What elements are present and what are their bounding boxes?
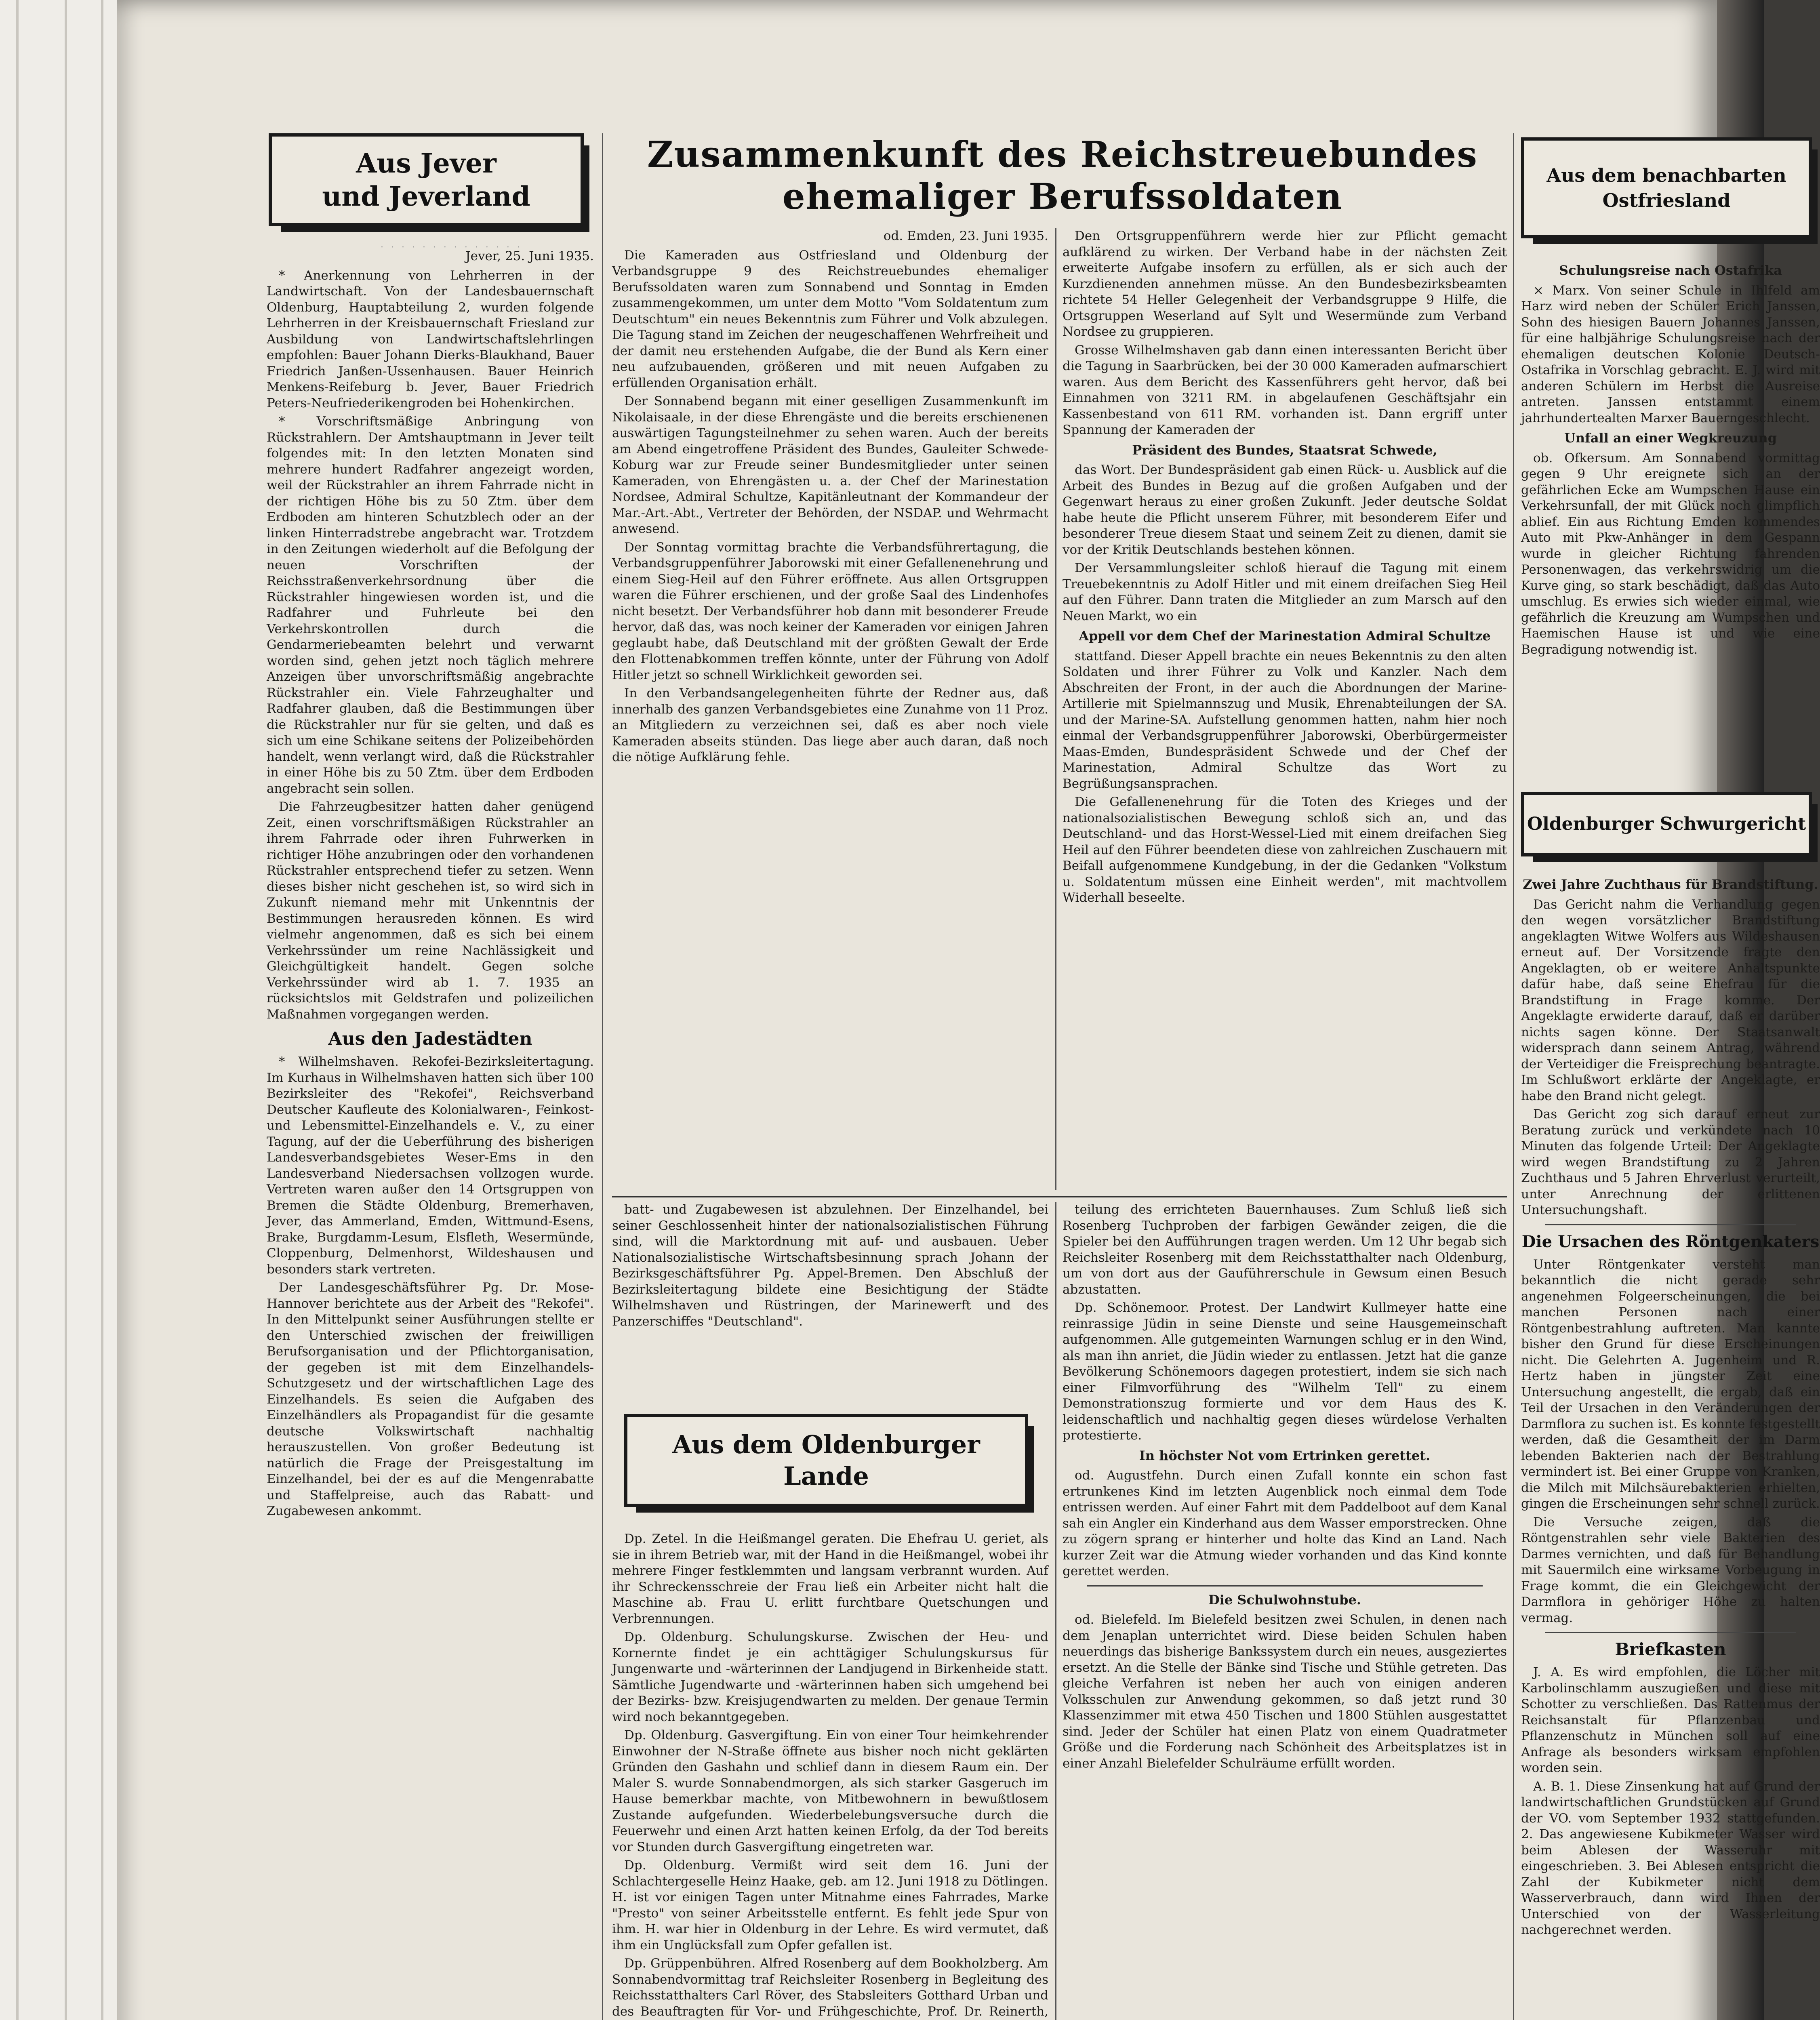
article-paragraph: batt- und Zugabewesen ist abzulehnen. Der Einzelhandel, bei seiner Geschlossenheit hinter der nationalsozialistischen Führung sind, will die Marktordnung mit auf- und ausbauen. Ueber Nationalsozialistische Wirtschaftsbesinnung sprach Johann der Bezirksgeschäftsführer Pg. Appel-Bremen. Den Abschluß der Bezirksleitertagung bildete eine Besichtigung der Städte Wilhelmshaven und Rüstringen, der Marinewerft und des Panzerschiffes "Deutschland".: [612, 1202, 1048, 1329]
section-rule: [612, 1196, 1507, 1197]
left-column: [267, 248, 594, 2020]
separator: [1545, 1632, 1796, 1633]
headline-reichstreuebund: Zusammenkunft des Reichstreuebundes ehemaliger Berufssoldaten: [647, 133, 1478, 217]
box-title: Oldenburger Schwurgericht: [1527, 814, 1806, 834]
article-paragraph: Dp. Grüppenbühren. Alfred Rosenberg auf dem Bookholzberg. Am Sonnabendvormittag traf Reichsleiter Rosenberg in Begleitung des Reichsstatthalters Carl Röver, des Stabsleiters Gotthard Urban und des Beauftragten für Vor- und Frühgeschichte, Prof. Dr. Reinerth,: [612, 1956, 1048, 2019]
box-title-line1: Aus dem benachbarten: [1546, 164, 1786, 186]
dateline: Jever, 25. Juni 1935.: [465, 249, 594, 263]
article-paragraph: Der Sonnabend begann mit einer geselligen Zusammenkunft im Nikolaisaale, in der diese Ehrengäste und die bereits erschienenen auswärtigen Tagungsteilnehmer zu sehen waren. Auch der bereits am Abend eingetroffene Präsident des Bundes, Gauleiter Schwede-Koburg war zur Freude seiner Bundesmitglieder unter seinen Kameraden, von Ehrengästen u. a. der Chef der Marinestation Nordsee, Admiral Schultze, Kapitänleutnant der Kommandeur der Mar.-Art.-Abt., Vertreter der Behörden, der NSDAP. und Wehrmacht anwesend.: [612, 394, 1048, 536]
section-box-schwurgericht: [1521, 792, 1812, 856]
article-paragraph: Der Landesgeschäftsführer Pg. Dr. Mose-Hannover berichtete aus der Arbeit des "Rekofei". In den Mittelpunkt seiner Ausführungen stellte er den Unterschied zwischen der freiwilligen Berufsorganisation und der Pflichtorganisation, der gegeben ist mit dem Einzelhandels-Schutzgesetz und der wirtschaftlichen Lage des Einzelhandels. Es seien die Aufgaben des Einzelhändlers als Propagandist für die gesamte deutsche Volkswirtschaft nachhaltig herauszustellen. Von großer Bedeutung ist natürlich die Frage der Preisgestaltung im Einzelhandel, bei der es auf die Mengenrabatte und Staffelpreise, auch das Rabatt- und Zugabewesen ankommt.: [267, 1280, 594, 1518]
box-title-line1: Aus dem Oldenburger: [672, 1430, 980, 1459]
newspaper-page: [117, 0, 1820, 2020]
subheading: Die Schulwohnstube.: [1208, 1592, 1361, 1608]
article-paragraph: Dp. Zetel. In die Heißmangel geraten. Die Ehefrau U. geriet, als sie in ihrem Betrieb war, mit der Hand in die Heißmangel, wobei ihr mehrere Finger festklemmten und langsam verbrannt wurden. Auf ihr Schreckensschreie der Frau ließ ein Arbeiter nicht halt die Maschine ab. Frau U. erlitt furchtbare Quetschungen und Verbrennungen.: [612, 1532, 1048, 1626]
right-column-lower: [1521, 873, 1820, 2020]
section-box-oldenburger-lande: [624, 1414, 1028, 1507]
section-heading-briefkasten: Briefkasten: [1615, 1639, 1726, 1659]
middle-column-2: [1063, 228, 1507, 1190]
separator: [1087, 1585, 1483, 1587]
right-column-upper: [1521, 259, 1820, 788]
article-paragraph: Dp. Schönemoor. Protest. Der Landwirt Kullmeyer hatte eine reinrassige Jüdin in seine Dienste und seine Hausgemeinschaft aufgenommen. Alle gutgemeinten Warnungen schlug er in den Wind, als man ihn anriet, die Jüdin wieder zu entlassen. Jetzt hat die ganze Bevölkerung Schönemoors dagegen protestiert, indem sie sich nach einer Filmvorführung des "Wilhelm Tell" zu einem Demonstrationszug formierte und vor dem Haus des K. leidenschaftlich und nachhaltig gegen dieses würdelose Verhalten protestierte.: [1063, 1300, 1507, 1443]
article-paragraph: Dp. Oldenburg. Gasvergiftung. Ein von einer Tour heimkehrender Einwohner der N-Straße öffnete aus bisher noch nicht geklärten Gründen den Gashahn und schlief dann in diesem Raum ein. Der Maler S. wurde Sonnabendmorgen, als sich starker Gasgeruch im Hause bemerkbar machte, von Mitbewohnern in bewußtlosem Zustande aufgefunden. Wiederbelebungsversuche durch die Feuerwehr und einen Arzt hatten keinen Erfolg, da der Tod bereits vor Stunden durch Gasvergiftung eingetreten war.: [612, 1728, 1048, 1854]
article-paragraph: ob. Ofkersum. Am Sonnabend vormittag gegen 9 Uhr ereignete sich an der gefährlichen Ecke am Wumpschen Hause ein Verkehrsunfall, der mit Glück noch glimpflich ablief. Ein aus Richtung Emden kommendes Auto mit Pkw-Anhänger in dem Gespann wurde in gleicher Richtung fahrenden Personenwagen, das verkehrswidrig um die Kurve ging, so stark beschädigt, daß das Auto umschlug. Es erwies sich wieder einmal, wie gefährlich die Kreuzung am Wumpschen und Haemischen Hause ist und wie eine Begradigung notwendig ist.: [1521, 450, 1820, 657]
article-paragraph: × Marx. Von seiner Schule in Ihlfeld am Harz wird neben der Schüler Erich Janssen, Sohn des hiesigen Bauern Johannes Janssen, für eine halbjährige Schulungsreise nach der ehemaligen deutschen Kolonie Deutsch-Ostafrika in Vorschlag gebracht. E. J. wird mit anderen Schülern im Herbst die Ausreise antreten. Janssen entstammt einem jahrhundertealten Marxer Bauerngeschlecht.: [1521, 283, 1820, 425]
article-paragraph: Das Gericht zog sich darauf erneut zur Beratung zurück und verkündete nach 10 Minuten das folgende Urteil: Der Angeklagte wird wegen Brandstiftung zu 2 Jahren Zuchthaus und 5 Jahren Ehrverlust verurteilt, unter Anrechnung der erlittenen Untersuchungshaft.: [1521, 1107, 1820, 1217]
article-paragraph: od. Bielefeld. Im Bielefeld besitzen zwei Schulen, in denen nach dem Jenaplan unterrichtet wird. Diese beiden Schulen haben neuerdings das bisherige Bankssystem durch ein neues, ausgeziertes ersetzt. An die Stelle der Bänke sind Tische und Stühle getreten. Das gleiche Verfahren ist neben her auch von einigen anderen Volksschulen zur Anwendung gekommen, so daß jetzt rund 30 Klassenzimmer mit etwa 450 Tischen und 1800 Stühlen ausgestattet sind. Jeder der Schüler hat einen Platz von einem Quadratmeter Größe und die Forderung nach Schönheit des Arbeitsplatzes ist in einer Anzahl Bielefelder Schulräume erfüllt worden.: [1063, 1612, 1507, 1771]
article-paragraph: Unter Röntgenkater versteht man bekanntlich die nicht gerade sehr angenehmen Folgeerscheinungen, die bei manchen Personen nach einer Röntgenbestrahlung auftreten. Man kannte bisher den Grund für diese Erscheinungen nicht. Die Gelehrten A. Jugenheim und R. Hertz haben in jüngster Zeit eine Untersuchung angestellt, die ergab, daß ein Teil der Ursachen in den Veränderungen der Darmflora zu suchen ist. Es konnte festgestellt werden, daß die Gesamtheit der im Darm lebenden Bakterien nach der Bestrahlung vermindert ist. Bei einer Gruppe von Kranken, die Milch mit Milchsäurebakterien erhielten, gingen die Erscheinungen sehr schnell zurück.: [1521, 1257, 1820, 1511]
subheading: Schulungsreise nach Ostafrika: [1559, 263, 1782, 278]
article-paragraph: Dp. Oldenburg. Vermißt wird seit dem 16. Juni der Schlachtergeselle Heinz Haake, geb. am 12. Juni 1918 zu Dötlingen. H. ist vor einigen Tagen unter Mitnahme eines Fahrrades, Marke "Presto" von seiner Arbeitsstelle entfernt. Es fehlt jede Spur von ihm. H. war hier in Oldenburg in der Lehre. Es wird vermutet, daß ihm ein Unglücksfall zum Opfer gefallen ist.: [612, 1858, 1048, 1953]
column-rule: [1055, 1202, 1056, 2020]
lower-column-a-2: [612, 1531, 1048, 2020]
article-paragraph: Die Gefallenenehrung für die Toten des Krieges und der nationalsozialistischen Bewegung schloß sich an, und das Deutschland- und das Horst-Wessel-Lied mit einem dreifachen Sieg Heil auf den Führer beendeten diese von zahlreichen Zuschauern mit Beifall aufgenommene Kundgebung, in der die Gedanken "Volkstum u. Soldatentum müssen eine Einheit werden", mit machtvollem Widerhall beseelte.: [1063, 795, 1507, 905]
box-title-line2: Ostfriesland: [1602, 189, 1731, 211]
article-paragraph: teilung des errichteten Bauernhauses. Zum Schluß ließ sich Rosenberg Tuchproben der farbigen Gewänder zeigen, die die Spieler bei den Aufführungen tragen werden. Um 12 Uhr begab sich Reichsleiter Rosenberg mit dem Reichsstatthalter nach Oldenburg, um von dort aus der Gauführerschule in Gewsum einen Besuch abzustatten.: [1063, 1202, 1507, 1297]
section-heading-jade: Aus den Jadestädten: [328, 1029, 532, 1049]
middle-column-1: [612, 228, 1048, 1190]
article-paragraph: Der Versammlungsleiter schloß hierauf die Tagung mit einem Treuebekenntnis zu Adolf Hitler und mit einem dreifachen Sieg Heil auf den Führer. Dann traten die Mitglieder an zum Marsch auf den Neuen Markt, wo ein: [1063, 561, 1507, 623]
lower-column-b: [1063, 1202, 1507, 2020]
article-paragraph: Dp. Oldenburg. Schulungskurse. Zwischen der Heu- und Kornernte findet je ein achttägiger Schulungskursus für Jungenwarte und -wärterinnen der Landjugend in Birkenheide statt. Sämtliche Jugendwarte und -wärterinnen haben sich umgehend bei der Bezirks- bzw. Kreisjugendwarten zu melden. Der genaue Termin wird noch bekanntgegeben.: [612, 1630, 1048, 1724]
subheading: Zwei Jahre Zuchthaus für Brandstiftung.: [1523, 877, 1818, 892]
section-box-ostfriesland: [1521, 137, 1812, 238]
article-paragraph: stattfand. Dieser Appell brachte ein neues Bekenntnis zu den alten Soldaten und ihrer Führer zu Volk und Kanzler. Nach dem Abschreiten der Front, in der auch die Abordnungen der Marine-Artillerie mit Spielmannszug und Musik, Ehrenabteilungen der SA. und der Marine-SA. Aufstellung genommen hatten, nahm hier noch einmal der Verbandsgruppenführer Jaborowski, Oberbürgermeister Maas-Emden, Bundespräsident Schwede und der Chef der Marinestation, Admiral Schultze das Wort zu Begrüßungsansprachen.: [1063, 648, 1507, 791]
edge-line: [65, 0, 67, 2020]
box-title-line1: Aus Jever: [356, 147, 497, 179]
subheading: Appell vor dem Chef der Marinestation Admiral Schultze: [1079, 628, 1491, 644]
box-title-line2: und Jeverland: [322, 181, 530, 212]
article-paragraph: * Anerkennung von Lehrherren in der Landwirtschaft. Von der Landesbauernschaft Oldenburg, Hauptabteilung 2, wurden folgende Lehrherren in der Kreisbauernschaft Friesland zur Ausbildung von Landwirtschaftslehrlingen empfohlen: Bauer Johann Dierks-Blaukhand, Bauer Friedrich Janßen-Ussenhausen. Bauer Heinrich Menkens-Reifeburg b. Jever, Bauer Friedrich Peters-Neufriederikengroden bei Hohenkirchen.: [267, 268, 594, 410]
article-paragraph: Grosse Wilhelmshaven gab dann einen interessanten Bericht über die Tagung in Saarbrücken, bei der 30 000 Kameraden aufmarschiert waren. Aus dem Bericht des Kassenführers geht hervor, daß bei Einnahmen von 3211 RM. in abgelaufenen Geschäftsjahr ein Kassenbestand von 611 RM. vorhanden ist. Dann ergriff unter Spannung der Kameraden der: [1063, 343, 1507, 437]
article-paragraph: od. Augustfehn. Durch einen Zufall konnte ein schon fast ertrunkenes Kind im letzten Augenblick noch einmal dem Tode entrissen werden. Auf einer Fahrt mit dem Paddelboot auf dem Kanal sah ein Angler ein Kinderhand aus dem Wasser emporstrecken. Ohne zu zögern sprang er hinterher und holte das Kind an Land. Nach kurzer Zeit war die Atmung wieder vorhanden und das Kind konnte gerettet werden.: [1063, 1468, 1507, 1578]
box-title-line2: Lande: [783, 1461, 869, 1491]
article-paragraph: J. A. Es wird empfohlen, die Löcher mit Karbolinschlamm auszugießen und diese mit Schotter zu verschließen. Das Rattenmus der Reichsanstalt für Pflanzenbau und Pflanzenschutz in München soll auf eine Anfrage als besonders wirksam empfohlen worden sein.: [1521, 1665, 1820, 1775]
article-paragraph: Die Kameraden aus Ostfriesland und Oldenburg der Verbandsgruppe 9 des Reichstreuebundes ehemaliger Berufssoldaten waren zum Sonnabend und Sonntag in Emden zusammengekommen, um unter dem Motto "Vom Soldatentum zum Deutschtum" ein neues Bekenntnis zum Führer und Volk abzulegen. Die Tagung stand im Zeichen der neugeschaffenen Wehrfreiheit und der damit neu erstehenden Aufgabe, die der Bund als Kern einer neu aufzubauenden, größeren und mit neuen Aufgaben zu erfüllenden Organisation erhält.: [612, 248, 1048, 390]
edge-line: [101, 0, 103, 2020]
subheading: In höchster Not vom Ertrinken gerettet.: [1139, 1448, 1431, 1463]
binding-edge: [0, 0, 117, 2020]
dateline: od. Emden, 23. Juni 1935.: [883, 229, 1048, 243]
article-paragraph: das Wort. Der Bundespräsident gab einen Rück- u. Ausblick auf die Arbeit des Bundes in Bezug auf die großen Aufgaben und der Gegenwart heraus zu einer großen Zukunft. Jeder deutsche Soldat habe heute die Pflicht unserem Führer, mit besonderem Eifer und besonderer Treue diesem Staat und seinem Zeit zu dienen, damit sie vor der Kritik Deutschlands bestehen können.: [1063, 463, 1507, 557]
article-paragraph: Die Versuche zeigen, daß die Röntgenstrahlen sehr viele Bakterien des Darmes vernichten, und daß für Behandlung mit Sauermilch eine wirksame Vorbeugung in Frage kommt, die ein Gleichgewicht der Darmflora in gehöriger Höhe zu halten vermag.: [1521, 1515, 1820, 1625]
article-paragraph: In den Verbandsangelegenheiten führte der Redner aus, daß innerhalb des ganzen Verbandsgebietes eine Zunahme von 11 Proz. an Mitgliedern zu verzeichnen sei, daß es aber noch viele Kameraden abseits stünden. Das liege aber auch daran, daß noch die nötige Aufklärung fehle.: [612, 686, 1048, 764]
article-paragraph: Den Ortsgruppenführern werde hier zur Pflicht gemacht aufklärend zu wirken. Der Verband habe in der nächsten Zeit erweiterte Aufgabe insofern zu erfüllen, als er sich auch der Kurzdienenden annehmen müsse. An den Bundesbezirksbeamten richtete 54 Heller Gelegenheit der Verbandsgruppe 9 Hilfe, die Ortsgruppen Weserland auf Sylt und Wesermünde zum Verband Nordsee zu gruppieren.: [1063, 229, 1507, 339]
subheading: Unfall an einer Wegkreuzung: [1564, 430, 1777, 446]
stamp-dots: · · · · · · · · · · · · · ·: [381, 242, 522, 253]
subheading: Präsident des Bundes, Staatsrat Schwede,: [1132, 442, 1437, 458]
article-paragraph: Die Fahrzeugbesitzer hatten daher genügend Zeit, einen vorschriftsmäßigen Rückstrahler an ihrem Fahrrade oder ihren Fuhrwerken in richtiger Höhe anzubringen oder den vorhandenen Rückstrahler entsprechend tiefer zu setzen. Wenn dieses bisher nicht geschehen ist, so wird sich in Zukunft niemand mehr mit Unkenntnis der Bestimmungen herausreden können. Es wird vielmehr angenommen, daß es sich bei einem Verkehrssünder um reine Nachlässigkeit und Gleichgültigkeit handelt. Gegen solche Verkehrssünder wird ab 1. 7. 1935 an rücksichtslos mit Geldstrafen und polizeilichen Maßnahmen vorgegangen werden.: [267, 800, 594, 1022]
article-paragraph: A. B. 1. Diese Zinsenkung hat auf Grund der landwirtschaftlichen Grundstücken auf Grund der VO. vom September 1932 stattgefunden. 2. Das angewiesene Kubikmeter Wasser wird beim Ablesen der Wasseruhr mit eingeschrieben. 3. Bei Ablesen entspricht die Zahl der Kubikmeter nicht dem Wasserverbrauch, dann wird Ihnen der Unterschied von der Wasserleitung nachgerechnet werden.: [1521, 1779, 1820, 1937]
separator: [1545, 1224, 1796, 1225]
column-rule: [1513, 133, 1514, 2020]
column-rule: [1055, 228, 1056, 1190]
column-rule: [602, 133, 603, 2020]
section-box-jever: [269, 133, 584, 226]
article-paragraph: Das Gericht nahm die Verhandlung gegen den wegen vorsätzlicher Brandstiftung angeklagten Witwe Wolfers aus Wildeshausen erneut auf. Der Vorsitzende fragte den Angeklagten, ob er weitere Anhaltspunkte dafür habe, daß seine Ehefrau für die Brandstiftung in Frage komme. Der Angeklagte erwiderte darauf, daß er darüber nichts sagen könne. Der Staatsanwalt widersprach dann seinem Antrag, während der Verteidiger die Freisprechung beantragte. Im Schlußwort erklärte der Angeklagte, er habe den Brand nicht gelegt.: [1521, 897, 1820, 1103]
article-paragraph: * Wilhelmshaven. Rekofei-Bezirksleitertagung. Im Kurhaus in Wilhelmshaven hatten sich über 100 Bezirksleiter des "Rekofei", Reichsverband Deutscher Kaufleute des Kolonialwaren-, Feinkost- und Lebensmittel-Einzelhandels e. V., zu einer Tagung, auf der die Ueberführung des bisherigen Landesverbandsgebietes Weser-Ems in den Landesverband Niedersachsen vollzogen wurde. Vertreten waren außer den 14 Ortsgruppen von Bremen die Städte Oldenburg, Bremerhaven, Jever, das Ammerland, Emden, Wittmund-Esens, Brake, Burgdamm-Lesum, Elsfleth, Wesermünde, Cloppenburg, Delmenhorst, Wildeshausen und besonders stark vertreten.: [267, 1054, 594, 1277]
article-paragraph: * Vorschriftsmäßige Anbringung von Rückstrahlern. Der Amtshauptmann in Jever teilt folgendes mit: In den letzten Monaten sind mehrere hundert Radfahrer angezeigt worden, weil der Rückstrahler an ihrem Fahrrade nicht in der richtigen Höhe bis zu 50 Ztm. über dem Erdboden am hinteren Schutzblech oder an der linken Hinterradstrebe angebracht war. Trotzdem in den Zeitungen wiederholt auf die Befolgung der neuen Vorschriften der Reichsstraßenverkehrsordnung über die Rückstrahler hingewiesen worden ist, und die Radfahrer und Fuhrleute bei den Verkehrskontrollen durch die Gendarmeriebeamten belehrt und verwarnt worden sind, gehen jetzt noch täglich mehrere Anzeigen über unvorschriftsmäßig angebrachte Rückstrahler ein. Viele Fahrzeughalter und Radfahrer glauben, daß die Bestimmungen über die Rückstrahler nur für sie gelten, und daß es sich um eine Schikane seitens der Polizeibehörden handelt, wenn verlangt wird, daß die Rückstrahler in einer Höhe bis zu 50 Ztm. über dem Erdboden angebracht sein sollen.: [267, 414, 594, 796]
section-heading: Die Ursachen des Röntgenkaters: [1521, 1232, 1820, 1251]
article-paragraph: Der Sonntag vormittag brachte die Verbandsführertagung, die Verbandsgruppenführer Jaborowski mit einer Gefallenenehrung und einem Sieg-Heil auf den Führer eröffnete. Aus allen Ortsgruppen waren die Führer erschienen, und der große Saal des Lindenhofes nicht besetzt. Der Verbandsführer hob dann mit besonderer Freude hervor, daß das, was noch keiner der Kameraden vor einigen Jahren geglaubt habe, daß Deutschland mit der größten Gewalt der Erde den Flottenabkommen treffen könnte, unter der Führung von Adolf Hitler jetzt so schnell Wirklichkeit geworden sei.: [612, 540, 1048, 682]
edge-line: [16, 0, 19, 2020]
